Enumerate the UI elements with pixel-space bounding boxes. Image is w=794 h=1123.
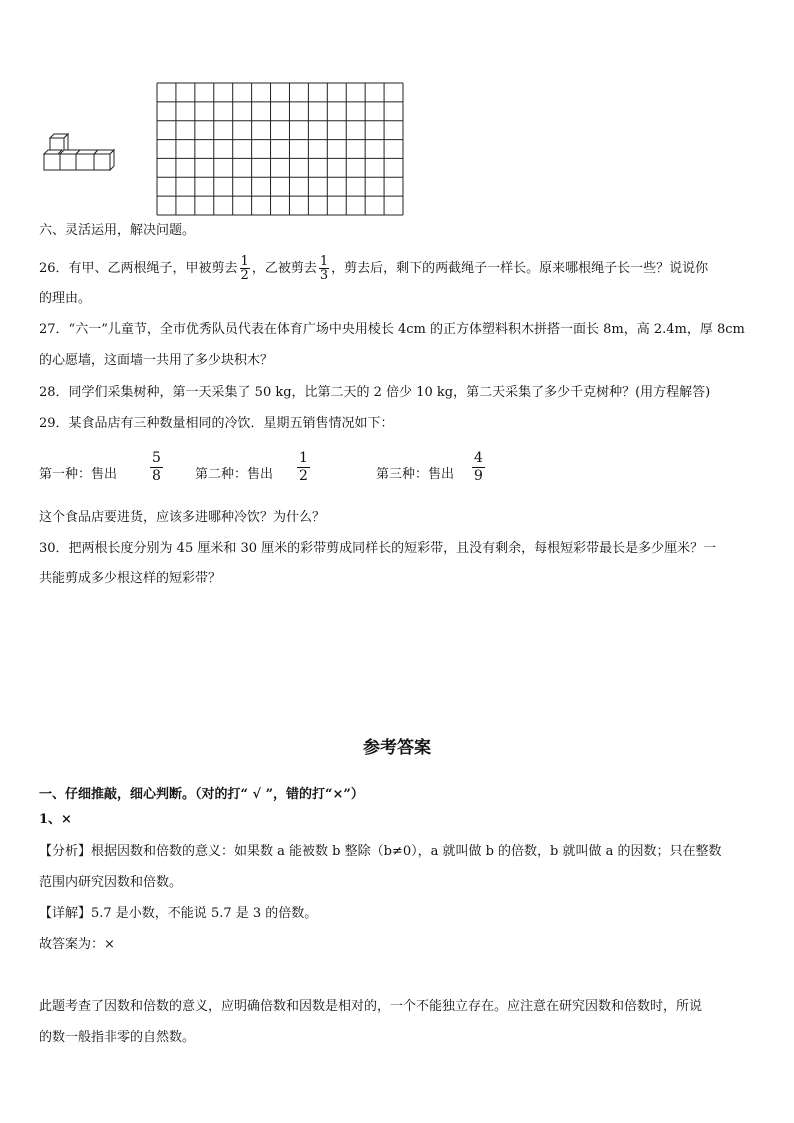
q26-text-3: ，剪去后，剩下的两截绳子一样长。原来哪根绳子长一些？说说你: [331, 261, 709, 276]
question-30-line1: 30．把两根长度分别为 45 厘米和 30 厘米的彩带剪成同样长的短彩带，且没有剩余，每根短彩带最长是多少厘米？一: [39, 541, 717, 556]
q29-item-1-label: 第一种：售出: [39, 467, 118, 482]
q26-text-2: ，乙被剪去: [251, 261, 317, 276]
fraction-one-third: $\frac{1}{3}$: [319, 254, 329, 283]
question-27-line2: 的心愿墙，这面墙一共用了多少块积木？: [39, 353, 274, 368]
q26-text-1: 26．有甲、乙两根绳子，甲被剪去: [39, 261, 238, 276]
answers-section-1: 一、仔细推敲，细心判断。（对的打“ √ ”，错的打“×”）: [39, 787, 364, 802]
question-27-line1: 27．“六一”儿童节，全市优秀队员代表在体育广场中央用棱长 4cm 的正方体塑料积木拼搭一面长 8m，高 2.4m，厚 8cm: [39, 322, 745, 337]
question-30-line2: 共能剪成多少根这样的短彩带？: [39, 571, 222, 586]
answers-title: 参考答案: [363, 738, 431, 758]
answer-1: 1、×: [39, 812, 72, 827]
answer-1-analysis-line1: 【分析】根据因数和倍数的意义：如果数 a 能被数 b 整除（b≠0），a 就叫做 b 的倍数，b 就叫做 a 的因数；只在整数: [39, 844, 722, 859]
fraction-one-half: $\frac{1}{2}$: [240, 254, 249, 283]
q29-item-3-fraction: $\frac{4}{9}$: [474, 450, 483, 484]
question-29-intro: 29．某食品店有三种数量相同的冷饮．星期五销售情况如下：: [39, 416, 394, 431]
section-6-title: 六、灵活运用，解决问题。: [39, 223, 196, 238]
answer-1-analysis-line2: 范围内研究因数和倍数。: [39, 875, 183, 890]
q29-item-2-fraction: $\frac{1}{2}$: [299, 450, 308, 484]
question-26-line2: 的理由。: [39, 291, 92, 306]
answer-1-note-line1: 此题考查了因数和倍数的意义，应明确倍数和因数是相对的，一个不能独立存在。应注意在研究因数和倍数时，所说: [39, 999, 703, 1014]
square-grid: [156, 82, 404, 216]
answer-1-note-line2: 的数一般指非零的自然数。: [39, 1030, 196, 1045]
question-29-question: 这个食品店要进货，应该多进哪种冷饮？为什么？: [39, 510, 326, 525]
question-26: [39, 250, 708, 288]
q29-item-3-label: 第三种：售出: [376, 467, 455, 482]
question-28: 28．同学们采集树种，第一天采集了 50 kg，比第二天的 2 倍少 10 kg，第二天采集了多少千克树种？(用方程解答): [39, 385, 711, 400]
answer-1-conclusion: 故答案为：×: [39, 937, 115, 952]
q29-item-2-label: 第二种：售出: [195, 467, 274, 482]
q29-item-1-fraction: $\frac{5}{8}$: [152, 450, 161, 484]
cube-stack-figure: [40, 132, 120, 174]
answer-1-detail: 【详解】5.7 是小数，不能说 5.7 是 3 的倍数。: [39, 906, 318, 921]
